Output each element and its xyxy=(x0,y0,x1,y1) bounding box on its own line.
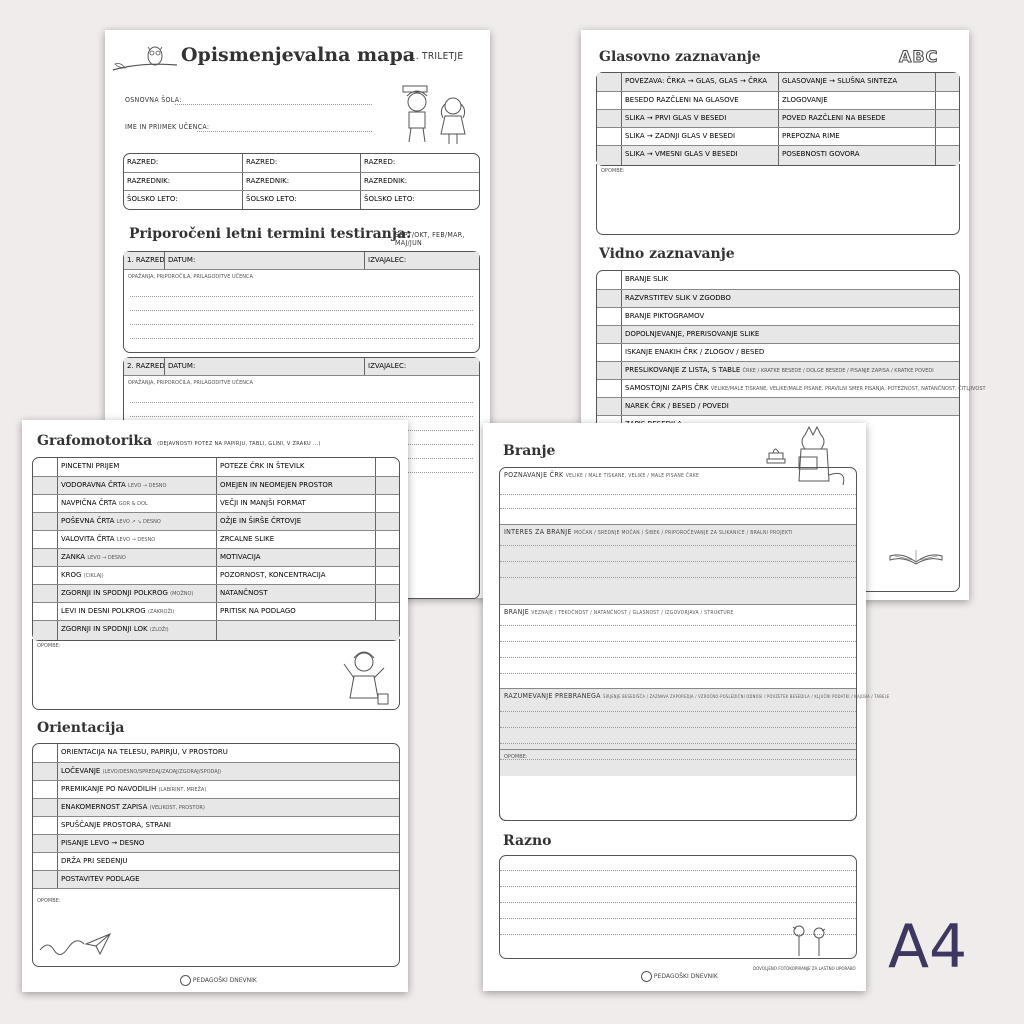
date-label: DATUM: xyxy=(164,252,195,269)
notes-label: OPOMBE: xyxy=(37,898,61,904)
skill-item: ORIENTACIJA NA TELESU, PAPIRJU, V PROSTORU xyxy=(61,748,228,756)
skill-item: MOTIVACIJA xyxy=(216,549,261,566)
copyright-note: DOVOLJENO FOTOKOPIRANJE ZA LASTNO UPORABO xyxy=(753,966,856,971)
skill-item: ZGORNJI IN SPODNJI POLKROG xyxy=(61,589,168,597)
skill-item: POVEZAVA: ČRKA → GLAS, GLAS → ČRKA xyxy=(621,73,767,91)
girl-painting-illustration xyxy=(340,646,392,708)
skill-item: POSEBNOSTI GOVORA xyxy=(778,146,860,165)
skill-item: LOČEVANJE xyxy=(61,767,101,775)
abc-badge: ABC xyxy=(899,47,939,66)
skill-detail: LEVO → DESNO xyxy=(116,537,156,543)
skill-item: POŠEVNA ČRTA xyxy=(61,517,115,525)
page-grafomotorika xyxy=(22,420,408,992)
skill-item: DOPOLNJEVANJE, PRERISOVANJE SLIKE xyxy=(621,326,959,343)
skill-detail: LEVO ↗ ↘ DESNO xyxy=(116,519,161,525)
skill-detail: (ZAKROŽI) xyxy=(147,609,175,615)
page-title: Glasovno zaznavanje xyxy=(599,49,761,65)
skill-detail: ČRKE / KRATKE BESEDE / DOLGE BESEDE / PISANJE ZAPISA / KRATKE POVEDI xyxy=(742,368,934,374)
skill-item: PRITISK NA PODLAGO xyxy=(216,603,296,620)
page-title: Opismenjevalna mapa xyxy=(181,44,416,66)
skill-item: NAVPIČNA ČRTA xyxy=(61,499,117,507)
skill-item: BRANJE PIKTOGRAMOV xyxy=(621,308,959,325)
skill-detail: (MOŽNO) xyxy=(170,591,194,597)
notes-label: OPOMBE: xyxy=(601,168,625,174)
student-name-line xyxy=(197,131,372,132)
reading-notes xyxy=(499,749,857,821)
skill-item: LEVI IN DESNI POLKROG xyxy=(61,607,146,615)
section-label: BRANJE xyxy=(504,608,530,616)
title-note: (DEJAVNOSTI POTEZ NA PAPIRJU, TABLI, GLINI, V ZRAKU ...) xyxy=(157,441,321,447)
skill-item: PRESLIKOVANJE Z LISTA, S TABLE xyxy=(625,366,741,374)
grid-label: RAZRED: xyxy=(360,154,395,172)
student-name-label: IME IN PRIIMEK UČENCA: xyxy=(125,123,210,131)
section-detail: VEZNAJE / TEKOČNOST / NATANČNOST / GLASNOST / IZGOVORJAVA / STRUKTURE xyxy=(531,610,734,616)
testing-title: Priporočeni letni termini testiranja: xyxy=(129,226,412,242)
grid-label: ŠOLSKO LETO: xyxy=(360,191,415,209)
page-title: Grafomotorika (DEJAVNOSTI POTEZ NA PAPIRJU, TABLI, GLINI, V ZRAKU ...) xyxy=(37,433,321,449)
skill-item: BRANJE SLIK xyxy=(621,271,959,289)
grafo-table xyxy=(32,457,400,641)
skill-item: VEČJI IN MANJŠI FORMAT xyxy=(216,495,306,512)
skill-item: BESEDO RAZČLENI NA GLASOVE xyxy=(621,92,739,109)
phonemic-table xyxy=(596,72,960,166)
skill-item: PISANJE LEVO → DESNO xyxy=(61,839,145,847)
skill-item: PREMIKANJE PO NAVODILIH xyxy=(61,785,157,793)
page-subtitle: - 1. TRILETJE xyxy=(403,51,464,62)
section-label: INTERES ZA BRANJE xyxy=(504,528,572,536)
owl-branch-icon xyxy=(111,40,179,76)
skill-item: OŽJE IN ŠIRŠE ČRTOVJE xyxy=(216,513,301,530)
skill-detail: LEVO → DESNO xyxy=(87,555,126,561)
grid-label: RAZREDNIK: xyxy=(127,177,171,185)
skill-item: SLIKA → VMESNI GLAS V BESEDI xyxy=(621,146,738,165)
skill-detail: VELIKE/MALE TISKANE, VELIKE/MALE PISANE, PRAVILNI SMER PISANJA, POTEZNOST, NATANČNOST, ČITLJIVOST xyxy=(710,386,986,392)
skill-detail: (CIKLAJ) xyxy=(83,573,104,579)
section-label: RAZUMEVANJE PREBRANEGA xyxy=(504,692,601,700)
grid-label: ŠOLSKO LETO: xyxy=(127,195,178,203)
skill-item: DRŽA PRI SEDENJU xyxy=(61,857,128,865)
footer-brand: PEDAGOŠKI DNEVNIK xyxy=(641,971,718,982)
section-detail: MOČAN / SREDNJE MOČAN / ŠIBEK / PRIPOROČEVANJE ZA SLIKANICE / BRALNI PROJEKTI xyxy=(574,530,793,536)
skill-item: ENAKOMERNOST ZAPISA xyxy=(61,803,148,811)
skill-item: PINCETNI PRIJEM xyxy=(61,462,120,470)
skill-item: ZLOGOVANJE xyxy=(778,92,828,109)
birds-illustration xyxy=(789,921,831,959)
section-label: POZNAVANJE ČRK xyxy=(504,471,564,479)
grid-label: RAZREDNIK: xyxy=(360,173,407,190)
skill-item: VODORAVNA ČRTA xyxy=(61,481,126,489)
open-book-icon xyxy=(887,542,945,566)
grid-label: RAZRED: xyxy=(127,158,159,166)
skill-item: NATANČNOST xyxy=(216,585,268,602)
phonemic-notes xyxy=(596,164,960,235)
class-info-grid xyxy=(123,153,480,210)
block-note: OPAŽANJA, PRIPOROČILA, PRILAGODITVE UČENCA xyxy=(128,380,253,386)
section-detail: VELIKE / MALE TISKANE, VELIKE / MALE PISANE ČRKE xyxy=(565,473,700,479)
notes-label: OPOMBE: xyxy=(504,754,528,760)
skill-item: SLIKA → ZADNJI GLAS V BESEDI xyxy=(621,128,735,145)
vidno-title: Vidno zaznavanje xyxy=(599,246,735,262)
skill-item: POSTAVITEV PODLAGE xyxy=(61,875,140,883)
skill-item: POZORNOST, KONCENTRACIJA xyxy=(216,567,326,584)
grid-label: RAZREDNIK: xyxy=(242,173,289,190)
page-branje xyxy=(483,423,890,991)
skill-item: ZGORNJI IN SPODNJI LOK xyxy=(61,625,148,633)
skill-item: SAMOSTOJNI ZAPIS ČRK xyxy=(625,384,709,392)
skill-item: OMEJEN IN NEOMEJEN PROSTOR xyxy=(216,477,333,494)
razno-title: Razno xyxy=(503,833,552,849)
footer-brand: PEDAGOŠKI DNEVNIK xyxy=(180,975,257,986)
school-line xyxy=(175,104,372,105)
skill-item: NAREK ČRK / BESED / POVEDI xyxy=(621,398,959,415)
examiner-label: IZVAJALEC: xyxy=(364,358,406,375)
school-label: OSNOVNA ŠOLA: xyxy=(125,96,182,104)
orientacija-title: Orientacija xyxy=(37,720,125,736)
section-detail: ŠIRJENJE BESEDIŠČA / ZAZNAVA ZAPOREDJA / VZROČNO-POSLEDIČNI ODNOSI / POVZETEK BESEDILA / KLJUČNI PODATKI / NAJDBA / TABELE xyxy=(603,694,890,699)
date-label: DATUM: xyxy=(164,358,195,375)
skill-item: GLASOVANJE → SLUŠNA SINTEZA xyxy=(778,73,897,91)
examiner-label: IZVAJALEC: xyxy=(364,252,406,269)
skill-item: ZANKA xyxy=(61,553,86,561)
grade-label: 1. RAZRED xyxy=(127,256,165,264)
skill-detail: (VELIKOST, PROSTOR) xyxy=(149,805,205,811)
skill-detail: LEVO → DESNO xyxy=(128,483,167,489)
grade-label: 2. RAZRED xyxy=(127,362,165,370)
skill-item: POTEZE ČRK IN ŠTEVILK xyxy=(216,458,304,476)
children-reading-illustration xyxy=(395,82,477,148)
skill-item: ZRCALNE SLIKE xyxy=(216,531,274,548)
skill-item: VALOVITA ČRTA xyxy=(61,535,115,543)
grid-label: ŠOLSKO LETO: xyxy=(242,191,297,209)
skill-item: PREPOZNA RIME xyxy=(778,128,840,145)
size-label: A4 xyxy=(888,912,968,982)
grid-label: RAZRED: xyxy=(242,154,277,172)
skill-detail: GOR & DOL xyxy=(118,501,148,507)
skill-item: SPUŠČANJE PROSTORA, STRANI xyxy=(61,821,171,829)
skill-item: POVED RAZČLENI NA BESEDE xyxy=(778,110,886,127)
logo-icon xyxy=(641,971,652,982)
skill-item: ISKANJE ENAKIH ČRK / ZLOGOV / BESED xyxy=(621,344,959,361)
page-title: Branje xyxy=(503,443,556,459)
skill-detail: (LABIRINT, MREŽA) xyxy=(158,787,207,793)
notes-label: OPOMBE: xyxy=(37,643,61,649)
skill-item: SLIKA → PRVI GLAS V BESEDI xyxy=(621,110,726,127)
paper-plane-icon xyxy=(38,930,114,958)
skill-detail: (ZLOŽI) xyxy=(149,627,169,633)
logo-icon xyxy=(180,975,191,986)
block-note: OPAŽANJA, PRIPOROČILA, PRILAGODITVE UČENCA xyxy=(128,274,253,280)
skill-item: RAZVRSTITEV SLIK V ZGODBO xyxy=(621,290,959,307)
grade1-block xyxy=(123,251,480,353)
skill-item: KROG xyxy=(61,571,82,579)
testing-terms: SEPT/OKT, FEB/MAR, MAJ/JUN xyxy=(395,231,465,247)
skill-detail: (LEVO/DESNO/SPREDAJ/ZADAJ/ZGORAJ/SPODAJ) xyxy=(102,769,222,775)
